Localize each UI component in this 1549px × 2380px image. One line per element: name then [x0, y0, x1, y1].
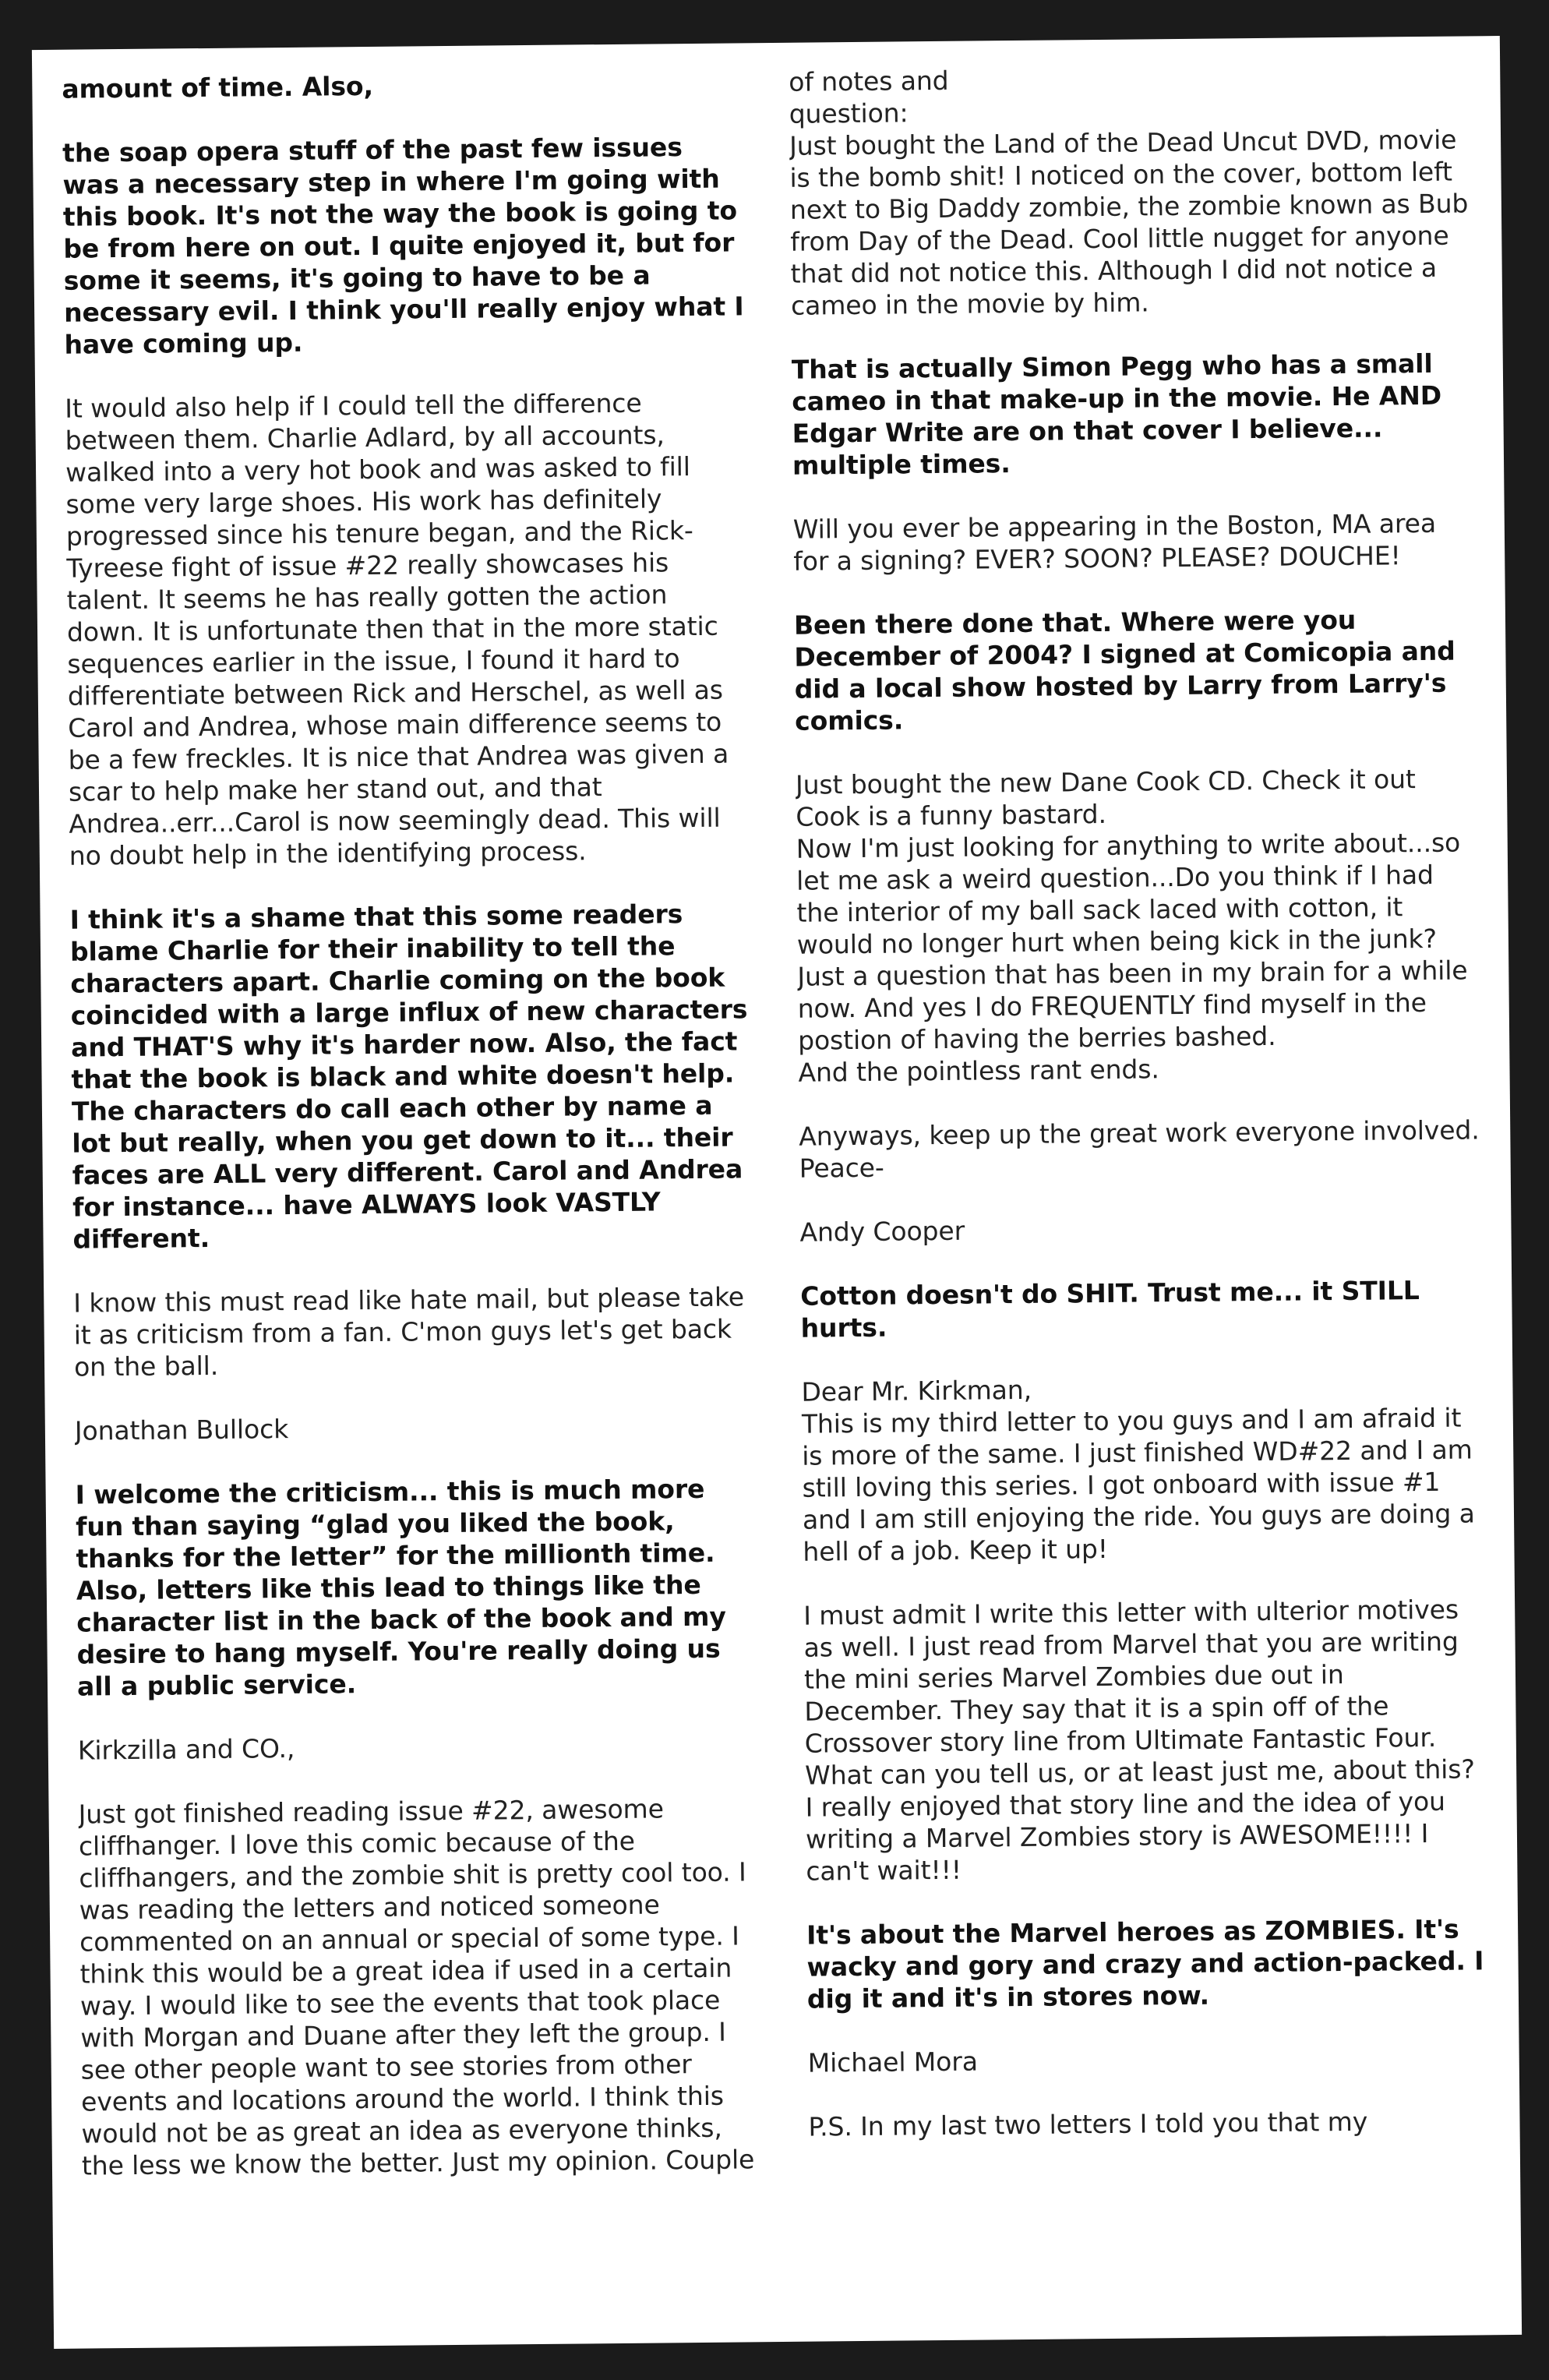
right-para-1: of notes and question: Just bought the Land of the Dead Uncut DVD, movie is the bomb shit! I noticed on the cover, bottom left next to Big Daddy zombie, the zombie known as Bub from Day of the Dead. Cool little nugget for anyone that did not notice this. Although I did not notice a cameo in the movie by him.: [789, 65, 1469, 321]
left-para-4: I think it's a shame that this some readers blame Charlie for their inability to tell the characters apart. Charlie coming on the book coincided with a large influx of new characters and THAT'S why it's harder now. Also, the fact that the book is black and white doesn't help. The characters do call each other by name a lot but really, when you get down to it... their faces are ALL very different. Carol and Andrea for instance... have ALWAYS look VASTLY different.: [69, 899, 748, 1255]
right-para-4: Been there done that. Where were you December of 2004? I signed at Comicopia and did a local show hosted by Larry from Larry's comics.: [793, 604, 1455, 736]
signature-andy-cooper: Andy Cooper: [799, 1215, 965, 1248]
right-para-9: Dear Mr. Kirkman, This is my third letter to you guys and I am afraid it is more of the same. I just finished WD#22 and I am still loving this series. I got onboard with issue #1 and I am still enjoying the ride. You guys are doing a hell of a job. Keep it up!: [801, 1374, 1475, 1567]
left-para-3: It would also help if I could tell the difference between them. Charlie Adlard, by all accounts, walked into a very hot book and was asked to fill some very large shoes. His work has definitely progressed since his tenure began, and the Rick-Tyreese fight of issue #22 really showcases his talent. It seems he has really gotten the action down. It is unfortunate then that in the more static sequences earlier in the issue, I found it hard to differentiate between Rick and Herschel, as well as Carol and Andrea, whose main difference seems to be a few freckles. It is nice that Andrea was given a scar to help make her stand out, and that Andrea..err...Carol is now seemingly dead. This will no doubt help in the identifying process.: [65, 387, 729, 871]
signature-jonathan-bullock: Jonathan Bullock: [74, 1414, 289, 1446]
left-para-1: amount of time. Also,: [62, 70, 374, 104]
salutation-kirkzilla: Kirkzilla and CO.,: [77, 1732, 295, 1766]
left-column: [62, 66, 765, 2348]
columns: [62, 59, 1492, 2348]
right-para-10: I must admit I write this letter with ulterior motives as well. I just read from Marvel that you are writing the mini series Marvel Zombies due out in December. They say that it is a spin off of the Crossover story line from Ultimate Fantastic Four. What can you tell us, or at least just me, about this? I really enjoyed that story line and the idea of you writing a Marvel Zombies story is AWESOME!!!! I can't wait!!!: [803, 1594, 1475, 1887]
left-para-7: I welcome the criticism... this is much more fun than saying “glad you liked the book, thanks for the letter” for the millionth time. Also, letters like this lead to things like the character list in the back of the book and my desire to hang myself. You're really doing us all a public service.: [75, 1473, 726, 1702]
signature-michael-mora: Michael Mora: [807, 2046, 979, 2078]
right-para-6: Anyways, keep up the great work everyone involved. Peace-: [799, 1114, 1480, 1184]
right-para-2: That is actually Simon Pegg who has a small cameo in that make-up in the movie. He AND Edgar Write are on that cover I believe... multiple times.: [791, 348, 1442, 481]
left-para-5: I know this must read like hate mail, but please take it as criticism from a fan. C'mon guys let's get back on the ball.: [73, 1281, 745, 1382]
right-para-13: P.S. In my last two letters I told you that my: [808, 2106, 1368, 2142]
right-para-8: Cotton doesn't do SHIT. Trust me... it STILL hurts.: [800, 1275, 1420, 1344]
left-para-9: Just got finished reading issue #22, awesome cliffhanger. I love this comic because of the cliffhangers, and the zombie shit is pretty cool too. I was reading the letters and noticed someone commented on an annual or special of some type. I think this would be a great idea if used in a certain way. I would like to see the events that took place with Morgan and Duane after they left the group. I see other people want to see stories from other events and locations around the world. I think this would not be as great an idea as everyone thinks, the less we know the better. Just my opinion. Couple: [78, 1793, 755, 2181]
left-para-2: the soap opera stuff of the past few issues was a necessary step in where I'm going with this book. It's not the way the book is going to be from here on out. I quite enjoyed it, but for some it seems, it's going to have to be a necessary evil. I think you'll really enjoy what I have coming up.: [62, 132, 744, 360]
right-para-5: Just bought the new Dane Cook CD. Check it out Cook is a funny bastard. Now I'm just looking for anything to write about...so let me ask a weird question...Do you think if I had the interior of my ball sack laced with cotton, it would no longer hurt when being kick in the junk? Just a question that has been in my brain for a while now. And yes I do FREQUENTLY find myself in the postion of having the berries bashed. And the pointless rant ends.: [795, 764, 1468, 1088]
letters-page: [32, 36, 1522, 2349]
right-column: [789, 59, 1492, 2341]
right-para-3: Will you ever be appearing in the Boston, MA area for a signing? EVER? SOON? PLEASE? DOUCHE!: [792, 507, 1437, 577]
right-para-11: It's about the Marvel heroes as ZOMBIES. It's wacky and gory and crazy and action-packed. I dig it and it's in stores now.: [806, 1913, 1484, 2015]
